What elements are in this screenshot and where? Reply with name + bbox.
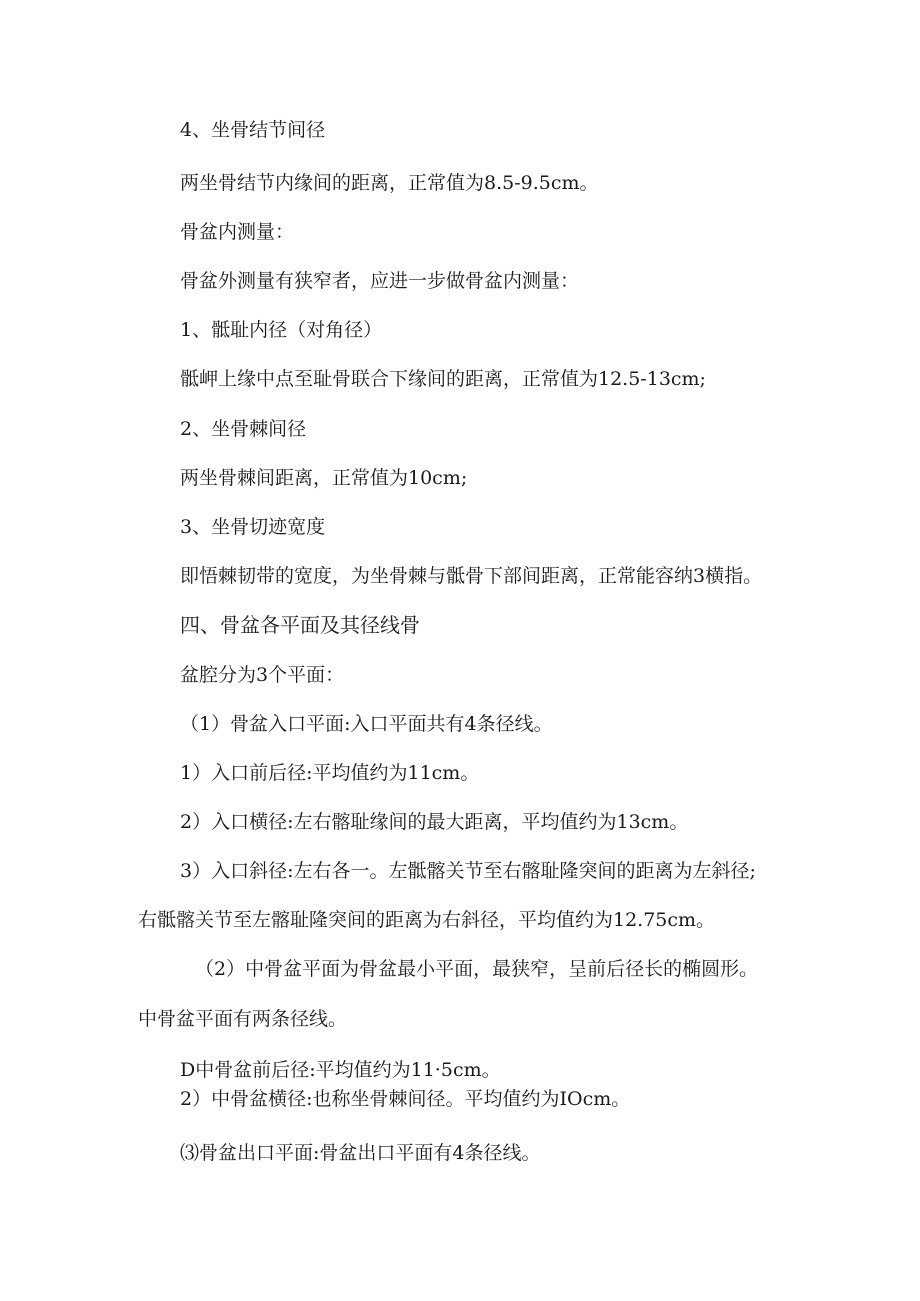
paragraph: 盆腔分为3个平面： [180, 664, 345, 686]
list-item-continuation: 右骶髂关节至左髂耻隆突间的距离为右斜径，平均值约为12.75cm。 [138, 909, 716, 931]
heading-ischial-tuberosity: 4、坐骨结节间径 [180, 119, 326, 141]
list-item: 3）入口斜径:左右各一。左骶髂关节至右髂耻隆突间的距离为左斜径; [180, 860, 756, 882]
list-item: 2）中骨盆横径:也称坐骨棘间径。平均值约为IOcm。 [180, 1088, 631, 1110]
section-heading: 四、骨盆各平面及其径线骨 [180, 613, 420, 637]
subheading-outlet: ⑶骨盆出口平面:骨盆出口平面有4条径线。 [180, 1142, 541, 1164]
paragraph: 两坐骨结节内缘间的距离，正常值为8.5-9.5cm。 [180, 172, 599, 194]
heading-sciatic-notch: 3、坐骨切迹宽度 [180, 516, 326, 538]
heading-internal-measurement: 骨盆内测量： [180, 221, 295, 243]
list-item: 2）入口横径:左右髂耻缘间的最大距离，平均值约为13cm。 [180, 811, 689, 833]
subheading-midpelvis: （2）中骨盆平面为骨盆最小平面，最狭窄，呈前后径长的椭圆形。 [195, 958, 759, 980]
paragraph: 即悟棘韧带的宽度，为坐骨棘与骶骨下部间距离，正常能容纳3横指。 [180, 565, 763, 587]
subheading-inlet: （1）骨盆入口平面:入口平面共有4条径线。 [180, 713, 553, 735]
paragraph: 两坐骨棘间距离，正常值为10cm; [180, 467, 468, 489]
heading-diagonal-conjugate: 1、骶耻内径（对角径） [180, 319, 383, 341]
paragraph: 骶岬上缘中点至耻骨联合下缘间的距离，正常值为12.5-13cm; [180, 368, 706, 390]
list-item: D中骨盆前后径:平均值约为11·5cm。 [180, 1059, 501, 1081]
paragraph-continuation: 中骨盆平面有两条径线。 [138, 1008, 348, 1030]
heading-interspinous: 2、坐骨棘间径 [180, 418, 307, 440]
list-item: 1）入口前后径:平均值约为11cm。 [180, 762, 480, 784]
paragraph: 骨盆外测量有狭窄者，应进一步做骨盆内测量： [180, 270, 580, 292]
